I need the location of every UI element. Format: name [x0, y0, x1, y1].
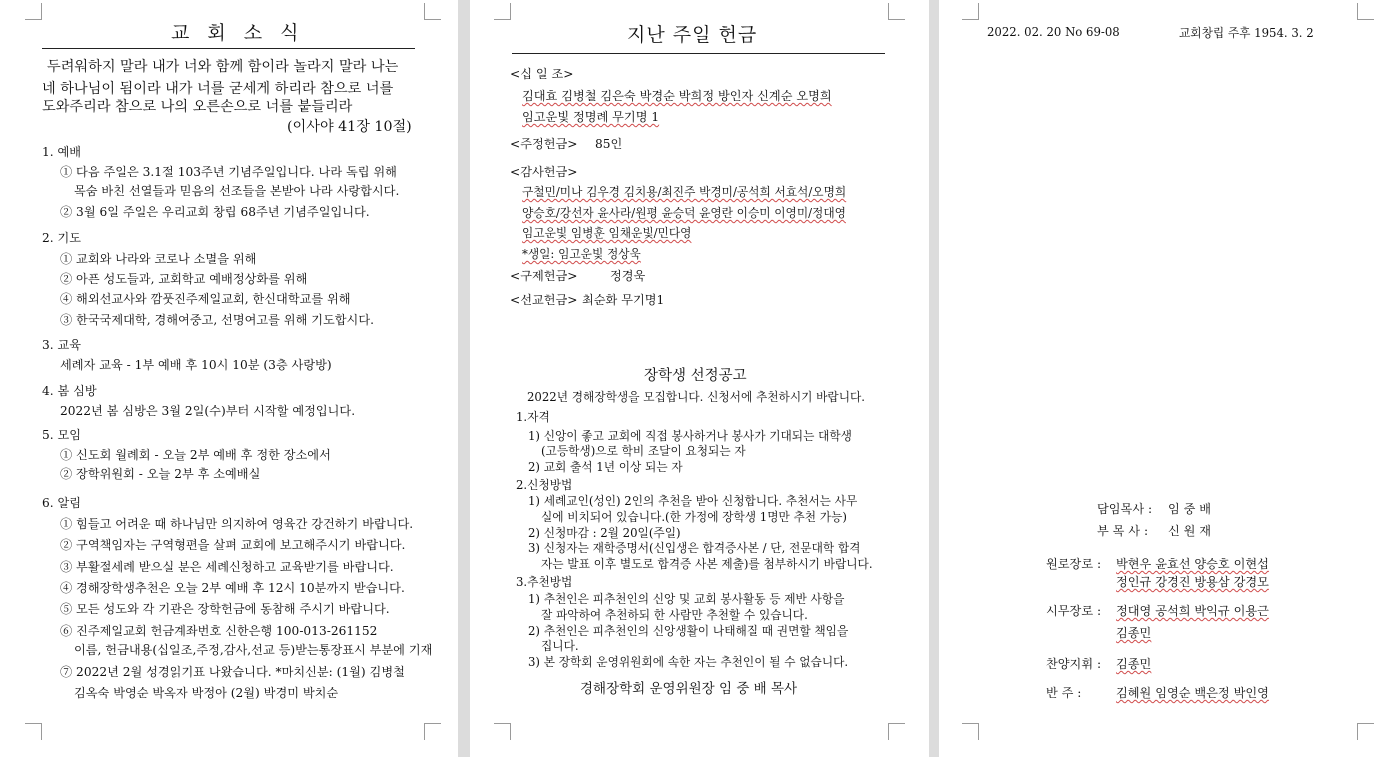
section-title: 1. 예배 [42, 145, 82, 159]
page-title: 지난 주일 헌금 [627, 24, 758, 46]
assoc-pastor-name: 신 원 재 [1168, 524, 1212, 538]
section-title: 3. 교육 [42, 338, 82, 352]
list-item: ② 구역책임자는 구역형편을 살펴 교회에 보고해주시기 바랍니다. [60, 538, 406, 552]
list-item: 이름, 헌금내용(십일조,주정,감사,선교 등)받는통장표시 부분에 기재 [74, 643, 433, 657]
list-item: ④ 경해장학생추천은 오늘 2부 예배 후 12시 10분까지 받습니다. [60, 581, 405, 595]
weekly-label: <주정헌금> [510, 137, 578, 151]
tithe-label: <십 일 조> [510, 67, 574, 81]
issue-date: 2022. 02. 20 No 69-08 [987, 25, 1120, 39]
verse-line: 두려워하지 말라 내가 너와 함께 함이라 놀라지 말라 나는 [47, 59, 399, 75]
page-title: 교 회 소 식 [171, 22, 305, 44]
page-staff [939, 0, 1395, 757]
section-title: 3.추천방법 [516, 575, 573, 589]
crop-mark [424, 3, 441, 20]
crop-mark [494, 3, 511, 20]
birthday-line: *생일: 임고운빛 정상욱 [522, 247, 641, 261]
assoc-pastor-label: 부 목 사 : [1097, 524, 1149, 538]
section-title: 2.신청방법 [516, 478, 573, 492]
page-church-news [0, 0, 458, 757]
crop-mark [25, 723, 42, 740]
crop-mark [962, 723, 979, 740]
list-item: ① 힘들고 어려운 때 하나님만 의지하여 영육간 강건하기 바랍니다. [60, 517, 414, 531]
list-item: (고등학생)으로 학비 조달이 요청되는 자 [541, 444, 746, 458]
list-item: 3) 본 장학회 운영위원회에 속한 자는 추천인이 될 수 없습니다. [528, 655, 849, 669]
thanks-names: 구철민/미나 김우경 김치용/최진주 박경미/공석희 서효석/오명희 [522, 185, 847, 199]
verse-reference: (이사야 41장 10절) [287, 119, 412, 135]
list-item: 실에 비치되어 있습니다.(한 가정에 장학생 1명만 추천 가능) [541, 510, 847, 524]
crop-mark [25, 3, 42, 20]
list-item: ③ 부활절세례 받으실 분은 세례신청하고 교육받기를 바랍니다. [60, 560, 394, 574]
founding-date: 교회창립 주후 1954. 3. 2 [1179, 26, 1314, 40]
list-item: ④ 해외선교사와 깜풋진주제일교회, 한신대학교를 위해 [60, 292, 351, 306]
section-title: 6. 알림 [42, 496, 82, 510]
section-title: 4. 봄 심방 [42, 384, 97, 398]
list-item: 2022년 봄 심방은 3월 2일(수)부터 시작할 예정입니다. [60, 404, 356, 418]
divider [512, 53, 885, 54]
tithe-names: 임고운빛 정명례 무기명 1 [522, 110, 660, 124]
page-offerings [470, 0, 929, 757]
elders-label: 시무장로 : [1046, 604, 1102, 618]
list-item: ① 신도회 월례회 - 오늘 2부 예배 후 정한 장소에서 [60, 448, 331, 462]
elders-emeritus-names: 박현우 윤효선 양승호 이현섭 [1116, 557, 1269, 571]
verse-line: 도와주리라 참으로 나의 오른손으로 너를 붙들리라 [42, 99, 353, 115]
list-item: ② 아픈 성도들과, 교회학교 예배정상화를 위해 [60, 272, 308, 286]
list-item: ③ 한국국제대학, 경해여중고, 선명여고를 위해 기도합시다. [60, 313, 374, 327]
crop-mark [1357, 3, 1374, 20]
list-item: 김옥숙 박영순 박옥자 박정아 (2월) 박경미 박치순 [74, 686, 339, 700]
list-item: 2) 교회 출석 1년 이상 되는 자 [528, 460, 683, 474]
senior-pastor-label: 담임목사 : [1097, 502, 1153, 516]
elders-emeritus-label: 원로장로 : [1046, 557, 1102, 571]
list-item: 3) 신청자는 재학증명서(신입생은 합격증사본 / 단, 전문대학 합격 [528, 541, 861, 555]
weekly-value: 85인 [595, 137, 623, 151]
relief-label: <구제헌금> [510, 269, 578, 283]
crop-mark [424, 723, 441, 740]
divider [42, 48, 415, 49]
list-item: 세례자 교육 - 1부 예배 후 10시 10분 (3층 사랑방) [60, 358, 332, 372]
choir-label: 찬양지휘 : [1046, 657, 1102, 671]
accompanist-names: 김혜원 임영순 백은정 박인영 [1116, 686, 1269, 700]
list-item: ⑥ 진주제일교회 헌금계좌번호 신한은행 100-013-261152 [60, 624, 378, 638]
mission-label: <선교헌금> [510, 293, 578, 307]
thanks-names: 양승호/강선자 윤사라/원평 윤승덕 윤영란 이승미 이영미/정대영 [522, 206, 846, 220]
list-item: 2) 추천인은 피추천인의 신앙생활이 나태해질 때 권면할 책임을 [528, 624, 849, 638]
notice-signature: 경해장학회 운영위원장 임 중 배 목사 [580, 681, 798, 697]
section-title: 1.자격 [516, 410, 550, 424]
mission-value: 최순화 무기명1 [582, 293, 665, 307]
crop-mark [888, 723, 905, 740]
list-item: 2) 신청마감 : 2월 20일(주일) [528, 526, 681, 540]
senior-pastor-name: 임 중 배 [1168, 502, 1212, 516]
list-item: 1) 신앙이 좋고 교회에 직접 봉사하거나 봉사가 기대되는 대학생 [528, 429, 852, 443]
elders-emeritus-names: 정인규 강경진 방용삼 강경모 [1116, 575, 1269, 589]
crop-mark [962, 3, 979, 20]
list-item: 1) 추천인은 피추천인의 신앙 및 교회 봉사활동 등 제반 사항을 [528, 592, 845, 606]
section-title: 5. 모임 [42, 428, 82, 442]
list-item: ① 다음 주일은 3.1절 103주년 기념주일입니다. 나라 독립 위해 [60, 165, 397, 179]
list-item: 목숨 바친 선열들과 믿음의 선조들을 본받아 나라 사랑합시다. [74, 184, 400, 198]
notice-title: 장학생 선정공고 [644, 368, 747, 384]
thanks-names: 임고운빛 임병훈 임채운빛/민다영 [522, 226, 692, 240]
crop-mark [494, 723, 511, 740]
relief-value: 정경욱 [610, 269, 646, 283]
tithe-names: 김대효 김병철 김은숙 박경순 박희정 방인자 신계순 오명희 [522, 89, 832, 103]
crop-mark [1357, 723, 1374, 740]
elders-names: 정대영 공석희 박익규 이용근 [1116, 604, 1269, 618]
accompanist-label: 반 주 : [1046, 686, 1082, 700]
list-item: 1) 세례교인(성인) 2인의 추천을 받아 신청합니다. 추천서는 사무 [528, 494, 858, 508]
section-title: 2. 기도 [42, 231, 82, 245]
list-item: ⑦ 2022년 2월 성경읽기표 나왔습니다. *마치신분: (1월) 김병철 [60, 665, 405, 679]
list-item: 집니다. [541, 639, 579, 653]
verse-line: 네 하나님이 됨이라 내가 너를 굳세게 하리라 참으로 너를 [42, 81, 394, 97]
list-item: ② 장학위원회 - 오늘 2부 후 소예배실 [60, 467, 261, 481]
list-item: ① 교회와 나라와 코로나 소멸을 위해 [60, 252, 257, 266]
list-item: ⑤ 모든 성도와 각 기관은 장학헌금에 동참해 주시기 바랍니다. [60, 602, 390, 616]
list-item: 잘 파악하여 추천하되 한 사람만 추천할 수 있습니다. [541, 608, 808, 622]
elders-names: 김종민 [1116, 626, 1152, 640]
choir-name: 김종민 [1116, 657, 1152, 671]
list-item: 자는 발표 이후 별도로 합격증 사본 제출)를 첨부하시기 바랍니다. [541, 557, 873, 571]
notice-intro: 2022년 경해장학생을 모집합니다. 신청서에 추천하시기 바랍니다. [527, 390, 866, 404]
crop-mark [888, 3, 905, 20]
list-item: ② 3월 6일 주일은 우리교회 창립 68주년 기념주일입니다. [60, 205, 370, 219]
thanks-label: <감사헌금> [510, 165, 578, 179]
